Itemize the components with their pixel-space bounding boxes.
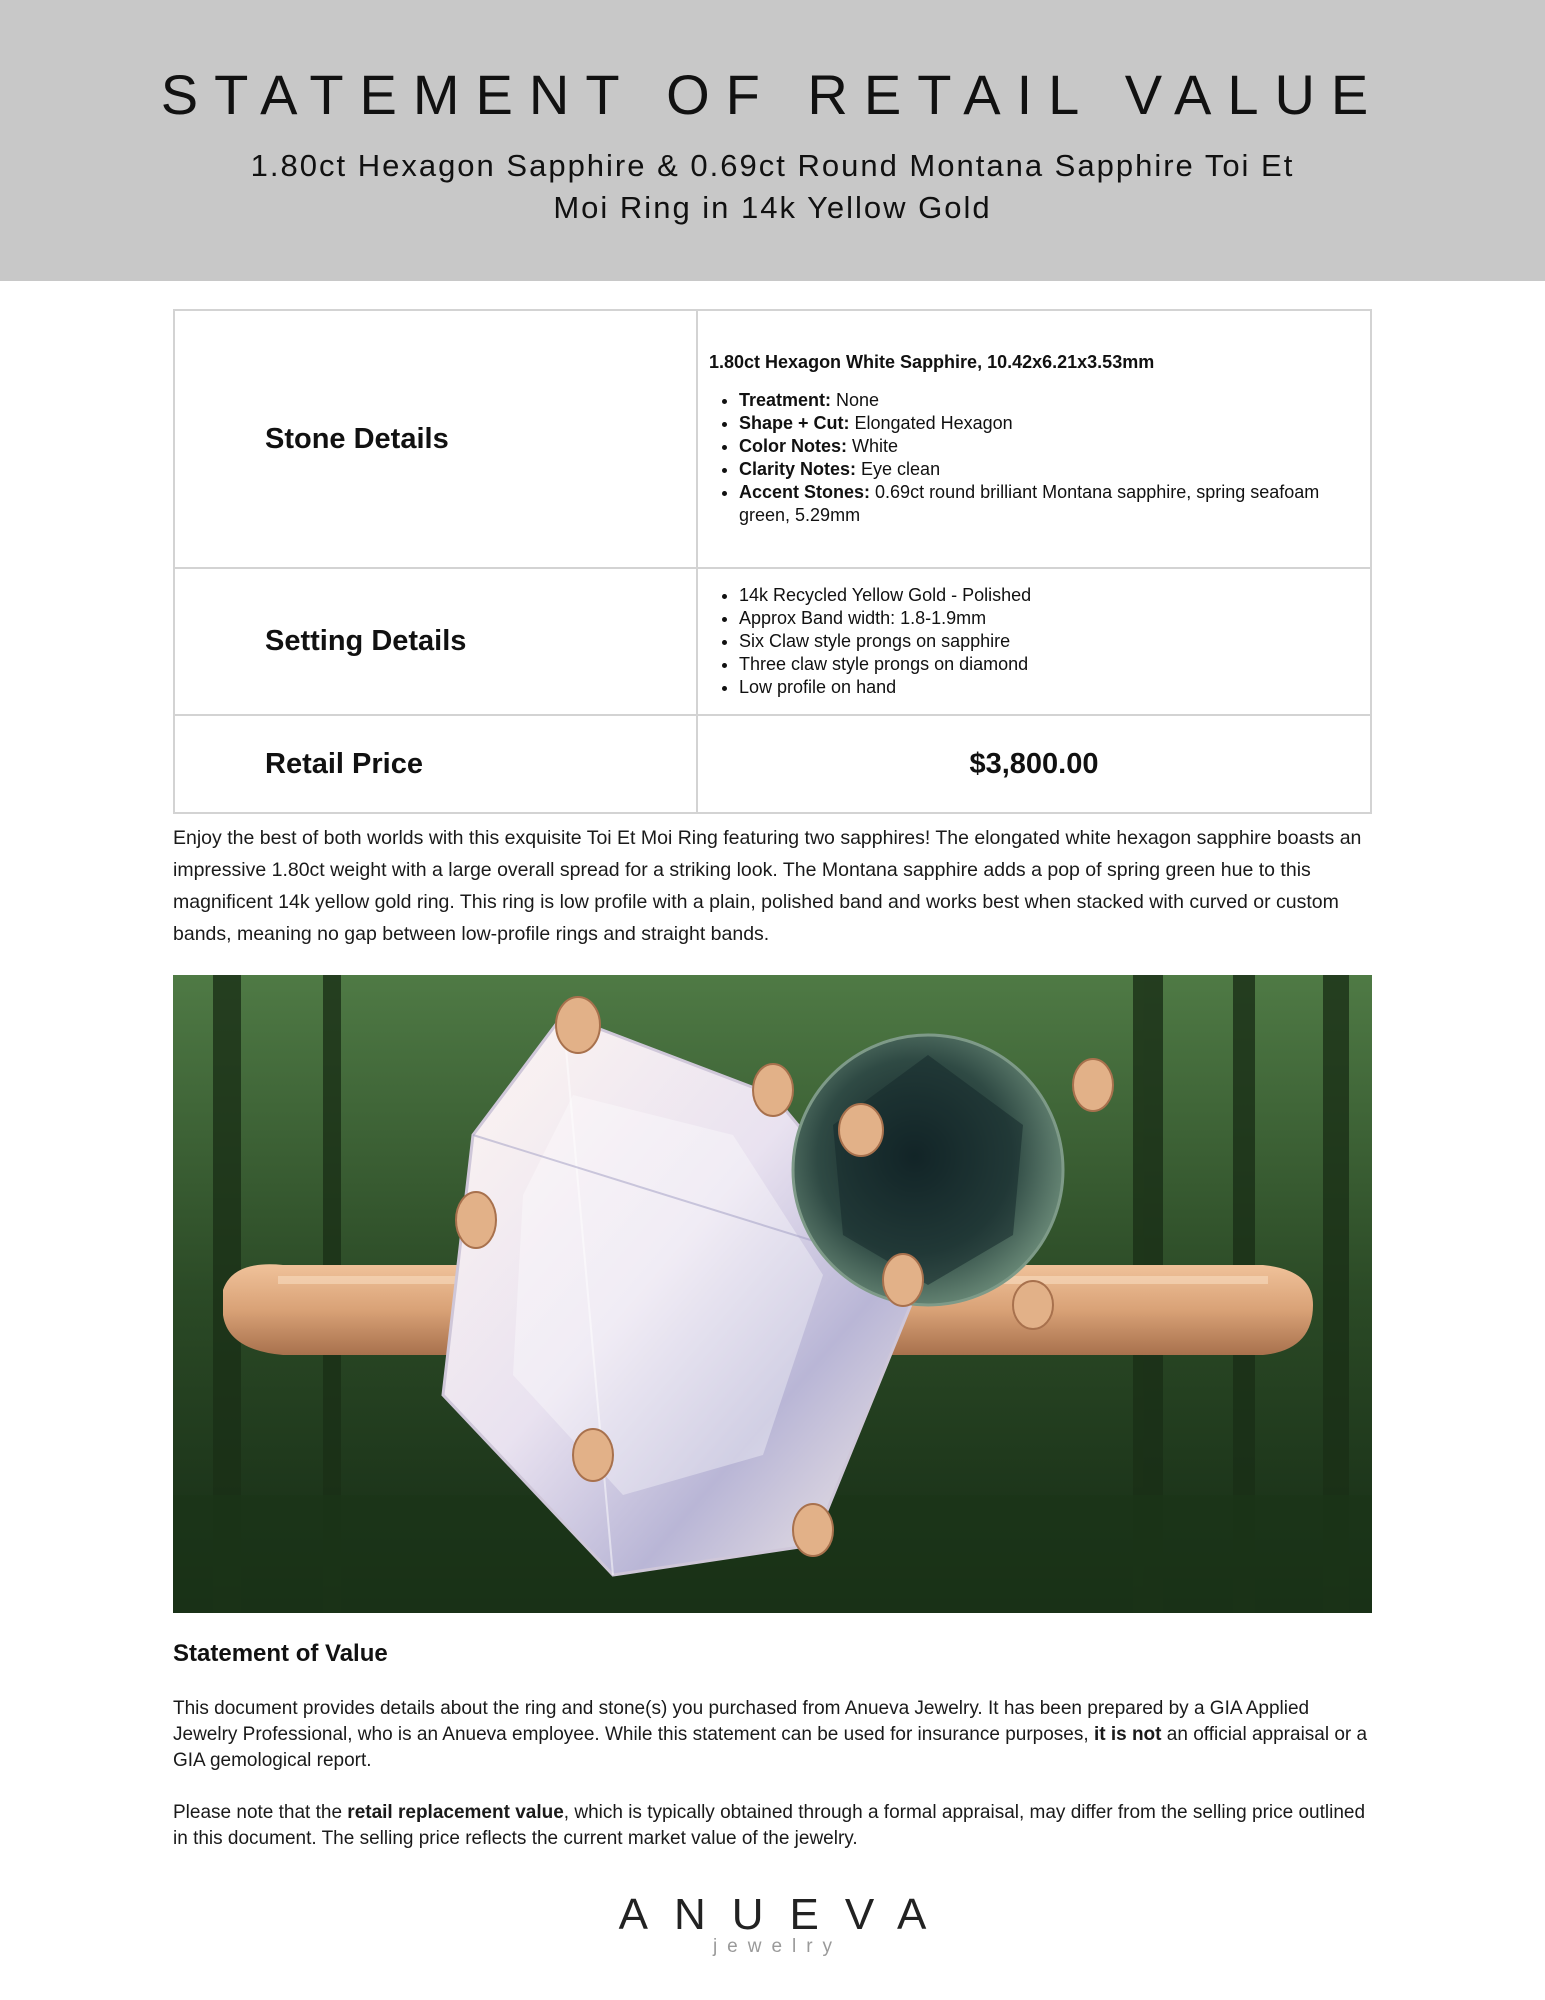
document-title: STATEMENT OF RETAIL VALUE	[160, 63, 1385, 126]
list-item: • Low profile on hand	[739, 676, 1350, 699]
retail-price-label: Retail Price	[174, 715, 697, 813]
list-item: • Accent Stones: 0.69ct round brilliant Montana sapphire, spring seafoam green, 5.29mm	[739, 481, 1350, 527]
ring-illustration	[173, 975, 1372, 1613]
ring-photo	[173, 975, 1372, 1613]
list-item: • Treatment: None	[739, 389, 1350, 412]
list-item: • Three claw style prongs on diamond	[739, 653, 1350, 676]
statement-of-value-heading: Statement of Value	[173, 1640, 388, 1667]
stone-details-label: Stone Details	[174, 310, 697, 568]
setting-details-value	[697, 568, 1371, 715]
setting-details-row	[174, 568, 1371, 715]
stone-details-list	[709, 389, 1350, 527]
header-banner	[0, 0, 1545, 281]
list-item: • Approx Band width: 1.8-1.9mm	[739, 607, 1350, 630]
stone-details-value	[697, 310, 1371, 568]
statement-paragraph-1: This document provides details about the ring and stone(s) you purchased from Anueva Jewelry. It has been prepared by a GIA Applied Jewelry Professional, who is an Anueva employee. While this statement can be used for insurance purposes, it is not an official appraisal or a GIA gemological report.	[173, 1698, 1368, 1771]
setting-details-label: Setting Details	[174, 568, 697, 715]
list-item: • Clarity Notes: Eye clean	[739, 458, 1350, 481]
list-item: • Color Notes: White	[739, 435, 1350, 458]
retail-price-value: $3,800.00	[697, 715, 1371, 813]
stone-details-row	[174, 310, 1371, 568]
list-item: • Six Claw style prongs on sapphire	[739, 630, 1350, 653]
product-description: Enjoy the best of both worlds with this exquisite Toi Et Moi Ring featuring two sapphires! The elongated white hexagon sapphire boasts an impressive 1.80ct weight with a large overall spread for a striking look. The Montana sapphire adds a pop of spring green hue to this magnificent 14k yellow gold ring. This ring is low profile with a plain, polished band and works best when stacked with curved or custom bands, meaning no gap between low-profile rings and straight bands.	[173, 827, 1362, 945]
details-table	[173, 309, 1372, 814]
logo-tagline: jewelry	[712, 1936, 843, 1957]
retail-price-row	[174, 715, 1371, 813]
logo-name: ANUEVA	[618, 1890, 953, 1939]
document-subtitle: 1.80ct Hexagon Sapphire & 0.69ct Round Montana Sapphire Toi Et Moi Ring in 14k Yellow Gold	[250, 148, 1295, 225]
setting-details-list	[709, 584, 1350, 699]
stone-title: 1.80ct Hexagon White Sapphire, 10.42x6.21x3.53mm	[709, 351, 1155, 372]
statement-paragraph-2: Please note that the retail replacement value, which is typically obtained through a formal appraisal, may differ from the selling price outlined in this document. The selling price reflects the current market value of the jewelry.	[173, 1802, 1366, 1849]
anueva-logo	[0, 1890, 1545, 1958]
list-item: • 14k Recycled Yellow Gold - Polished	[739, 584, 1350, 607]
list-item: • Shape + Cut: Elongated Hexagon	[739, 412, 1350, 435]
